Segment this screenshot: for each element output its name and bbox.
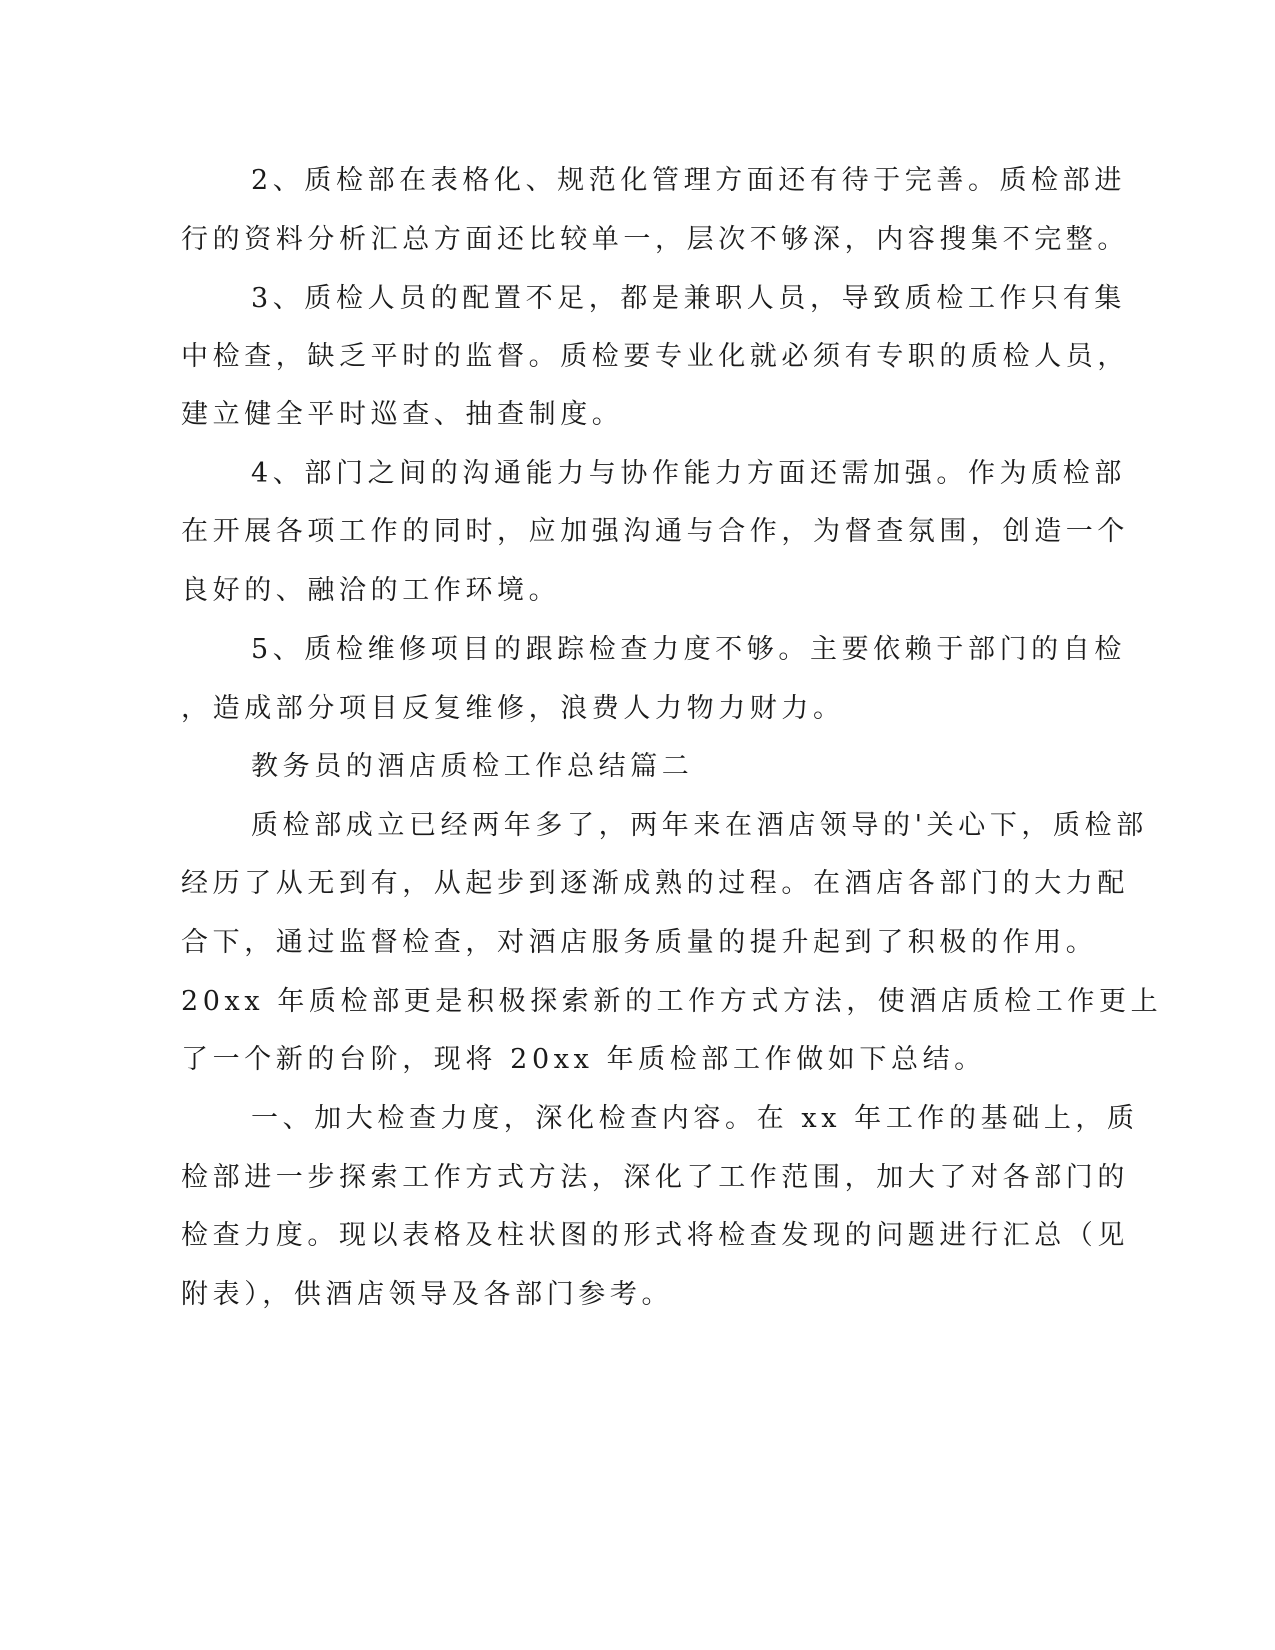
text-line: 检查力度。现以表格及柱状图的形式将检查发现的问题进行汇总（见 [181, 1220, 1129, 1251]
text-line: 2、质检部在表格化、规范化管理方面还有待于完善。质检部进 [251, 165, 1126, 196]
text-line: 行的资料分析汇总方面还比较单一，层次不够深，内容搜集不完整。 [181, 224, 1129, 255]
text-line: 在开展各项工作的同时，应加强沟通与合作，为督查氛围，创造一个 [181, 516, 1129, 547]
section-heading: 教务员的酒店质检工作总结篇二 [251, 751, 694, 782]
text-line: 建立健全平时巡查、抽查制度。 [181, 399, 624, 430]
text-line: 3、质检人员的配置不足，都是兼职人员，导致质检工作只有集 [251, 283, 1126, 314]
text-line: 一、加大检查力度，深化检查内容。在 xx 年工作的基础上，质 [251, 1103, 1139, 1134]
text-line: 了一个新的台阶，现将 20xx 年质检部工作做如下总结。 [181, 1044, 986, 1075]
text-line: 合下，通过监督检查，对酒店服务质量的提升起到了积极的作用。 [181, 927, 1098, 958]
text-line: 20xx 年质检部更是积极探索新的工作方式方法，使酒店质检工作更上 [181, 986, 1163, 1017]
text-line: 质检部成立已经两年多了，两年来在酒店领导的'关心下，质检部 [251, 810, 1148, 841]
text-line: 中检查，缺乏平时的监督。质检要专业化就必须有专职的质检人员， [181, 341, 1129, 372]
text-line: 附表），供酒店领导及各部门参考。 [181, 1279, 674, 1310]
text-line: 良好的、融洽的工作环境。 [181, 575, 561, 606]
text-line: 经历了从无到有，从起步到逐渐成熟的过程。在酒店各部门的大力配 [181, 868, 1129, 899]
text-line: 5、质检维修项目的跟踪检查力度不够。主要依赖于部门的自检 [251, 634, 1126, 665]
text-line: 检部进一步探索工作方式方法，深化了工作范围，加大了对各部门的 [181, 1162, 1129, 1193]
text-line: 4、部门之间的沟通能力与协作能力方面还需加强。作为质检部 [251, 458, 1126, 489]
text-line: ，造成部分项目反复维修，浪费人力物力财力。 [181, 693, 845, 724]
